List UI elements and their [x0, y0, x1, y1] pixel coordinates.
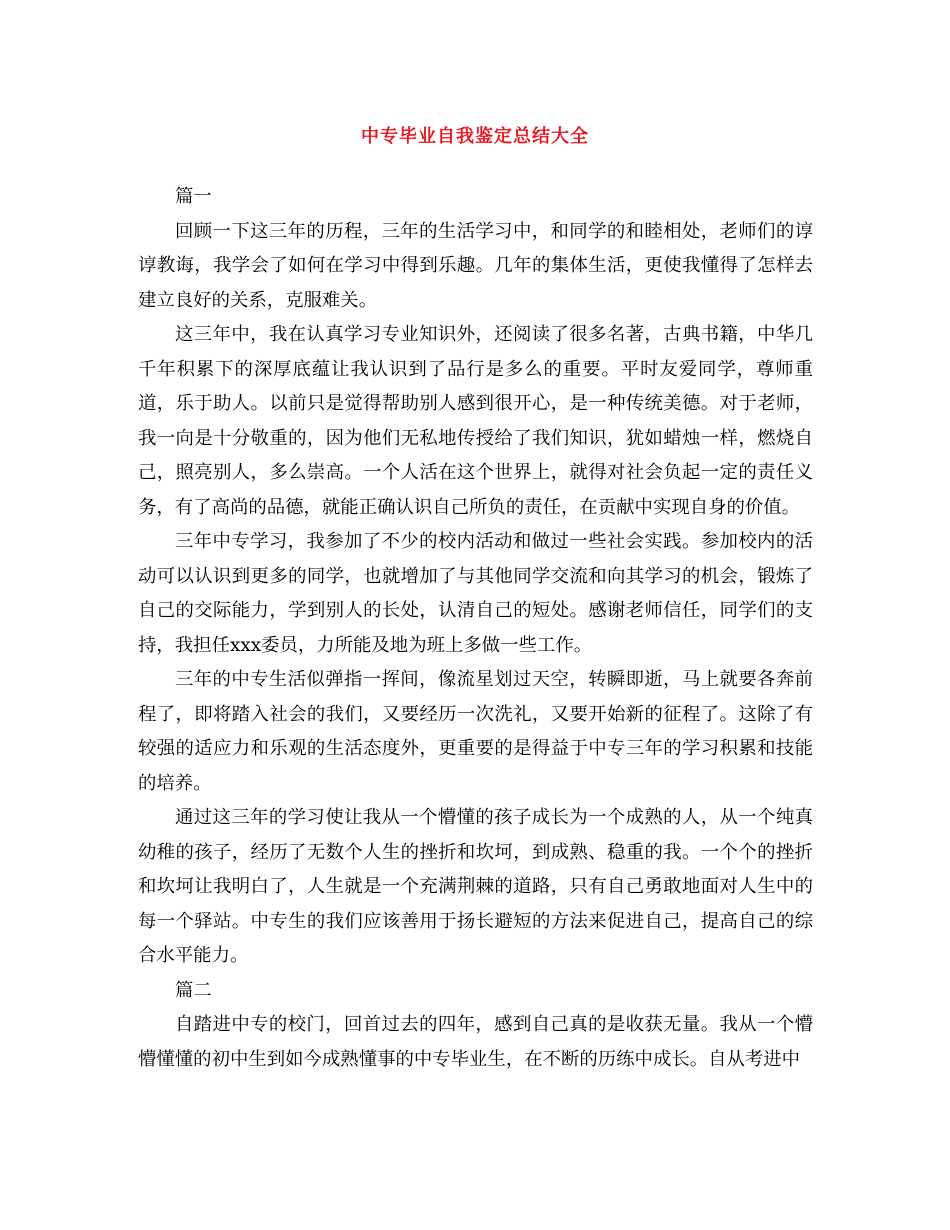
document-title: 中专毕业自我鉴定总结大全 — [361, 126, 589, 147]
paragraph: 三年中专学习，我参加了不少的校内活动和做过一些社会实践。参加校内的活动可以认识到更多的同学，也就增加了与其他同学交流和向其学习的机会，锻炼了自己的交际能力，学到别人的长处，认清自己的短处。感谢老师信任，同学们的支持，我担任xxx委员，力所能及地为班上多做一些工作。 — [138, 531, 813, 656]
paragraph: 自踏进中专的校门，回首过去的四年，感到自己真的是收获无量。我从一个懵懵懂懂的初中生到如今成熟懂事的中专毕业生，在不断的历练中成长。自从考进中 — [138, 1014, 813, 1070]
paragraph: 通过这三年的学习使让我从一个懵懂的孩子成长为一个成熟的人，从一个纯真幼稚的孩子，经历了无数个人生的挫折和坎坷，到成熟、稳重的我。一个个的挫折和坎坷让我明白了，人生就是一个充满荆棘的道路，只有自己勇敢地面对人生中的每一个驿站。中专生的我们应该善用于扬长避短的方法来促进自己，提高自己的综合水平能力。 — [138, 807, 813, 966]
section-heading-2: 篇二 — [175, 979, 212, 1001]
paragraph: 回顾一下这三年的历程，三年的生活学习中，和同学的和睦相处，老师们的谆谆教诲，我学会了如何在学习中得到乐趣。几年的集体生活，更使我懂得了怎样去建立良好的关系，克服难关。 — [138, 220, 813, 311]
paragraph: 三年的中专生活似弹指一挥间，像流星划过天空，转瞬即逝，马上就要各奔前程了，即将踏入社会的我们，又要经历一次洗礼，又要开始新的征程了。这除了有较强的适应力和乐观的生活态度外，更重要的是得益于中专三年的学习积累和技能的培养。 — [138, 669, 813, 794]
document-body — [138, 180, 813, 1077]
paragraph: 这三年中，我在认真学习专业知识外，还阅读了很多名著，古典书籍，中华几千年积累下的深厚底蕴让我认识到了品行是多么的重要。平时友爱同学，尊师重道，乐于助人。以前只是觉得帮助别人感到很开心，是一种传统美德。对于老师，我一向是十分敬重的，因为他们无私地传授给了我们知识，犹如蜡烛一样，燃烧自己，照亮别人，多么崇高。一个人活在这个世界上，就得对社会负起一定的责任义务，有了高尚的品德，就能正确认识自己所负的责任，在贡献中实现自身的价值。 — [138, 324, 813, 518]
section-heading-1: 篇一 — [175, 186, 212, 207]
